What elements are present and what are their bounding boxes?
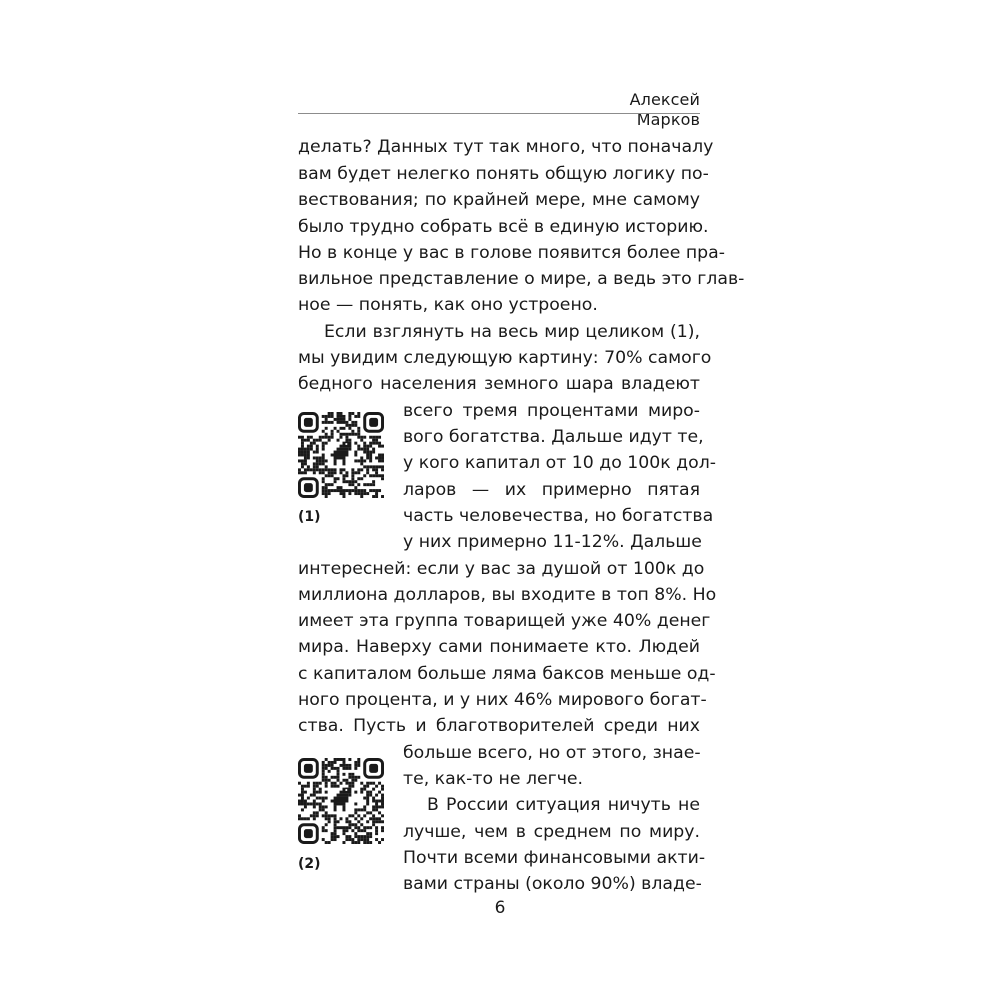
text-line: у них примерно 11-12%. Дальше (403, 532, 702, 552)
text-line: те, как-то не легче. (403, 769, 584, 789)
text-line: вествования; по крайней мере, мне самому (298, 190, 700, 210)
dinosaur-icon (331, 788, 352, 812)
text-line: вого богатства. Дальше идут те, (403, 427, 704, 447)
text-line: всего тремя процентами миро- (403, 401, 700, 421)
header-rule (298, 113, 700, 114)
text-line: делать? Данных тут так много, что поначалу (298, 137, 714, 157)
text-line: лучше, чем в среднем по миру. (403, 822, 700, 842)
text-line: Почти всеми финансовыми акти- (403, 848, 706, 868)
text-line: ное — понять, как оно устроено. (298, 295, 598, 315)
text-line: вам будет нелегко понять общую логику по- (298, 164, 709, 184)
qr-code-1[interactable] (298, 412, 384, 498)
text-line: ларов — их примерно пятая (403, 480, 700, 500)
page-number: 6 (494, 898, 506, 918)
qr-code-2[interactable] (298, 758, 384, 844)
dinosaur-icon (331, 442, 352, 466)
text-line: часть человечества, но богатства (403, 506, 714, 526)
text-line: В России ситуация ничуть не (427, 795, 700, 815)
text-line: миллиона долларов, вы входите в топ 8%. Но (298, 585, 717, 605)
text-line: вильное представление о мире, а ведь это глав- (298, 269, 745, 289)
text-line: бедного населения земного шара владеют (298, 374, 700, 394)
text-line: имеет эта группа товарищей уже 40% денег (298, 611, 711, 631)
text-line: вами страны (около 90%) владе- (403, 874, 702, 894)
qr-caption-1: (1) (298, 509, 321, 525)
text-line: было трудно собрать всё в единую историю. (298, 217, 709, 237)
running-header-author: Алексей Марков (629, 90, 700, 129)
text-line: Если взглянуть на весь мир целиком (1), (324, 322, 700, 342)
text-line: с капиталом больше ляма баксов меньше од- (298, 664, 716, 684)
qr-caption-2: (2) (298, 856, 321, 872)
text-line: больше всего, но от этого, знае- (403, 743, 701, 763)
text-line: ства. Пусть и благотворителей среди них (298, 716, 700, 736)
text-line: интересней: если у вас за душой от 100к до (298, 559, 705, 579)
text-line: мира. Наверху сами понимаете кто. Людей (298, 637, 700, 657)
text-line: ного процента, и у них 46% мирового богат- (298, 690, 707, 710)
text-line: Но в конце у вас в голове появится более пра- (298, 243, 725, 263)
text-line: мы увидим следующую картину: 70% самого (298, 348, 712, 368)
text-line: у кого капитал от 10 до 100к дол- (403, 453, 716, 473)
